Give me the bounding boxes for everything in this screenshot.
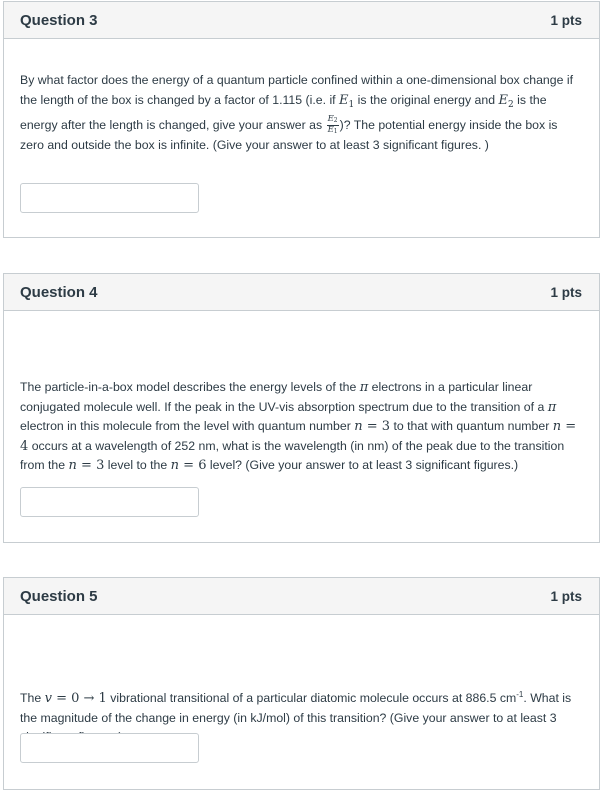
question-title: Question 3 bbox=[20, 11, 98, 29]
question-card-5 bbox=[3, 577, 600, 790]
answer-input[interactable] bbox=[20, 183, 199, 213]
question-title: Question 4 bbox=[20, 283, 98, 301]
question-points: 1 pts bbox=[550, 284, 582, 300]
question-card-4 bbox=[3, 273, 600, 543]
question-text: By what factor does the energy of a quantum particle confined within a one-dimensional box change if the length of the box is changed by a factor of 1.115 (i.e. if $E_1$ is the original energy and $E_2$ is the energy after the length is changed, give your answer as $\frac{E_2}{E_1}$ )? The potential energy inside the box is zero and outside the box is infinite. (Give your answer to at least 3 significant figures. ) bbox=[20, 73, 574, 152]
question-card-3 bbox=[3, 1, 600, 238]
question-title: Question 5 bbox=[20, 587, 98, 605]
question-header bbox=[4, 274, 599, 311]
answer-input[interactable] bbox=[20, 487, 199, 517]
question-text: The particle-in-a-box model describes the energy levels of the π electrons in a particular linear conjugated molecule well. If the peak in the UV-vis absorption spectrum due to the transition of a π electron in this molecule from the level with quantum number n = 3 to that with quantum number n = 4 occurs at a wavelength of 252 nm, what is the wavelength (in nm) of the peak due to the transition from the n = 3 level to the n = 6 level? (Give your answer to at least 3 significant figures.) bbox=[20, 380, 577, 473]
question-points: 1 pts bbox=[550, 588, 582, 604]
question-header bbox=[4, 578, 599, 615]
answer-input[interactable] bbox=[20, 733, 199, 763]
question-header bbox=[4, 2, 599, 39]
question-text: The v = 0 → 1 vibrational transitional of a particular diatomic molecule occurs at 886.5 $cm^{-1}$. What is the magnitude of the change in energy (in kJ/mol) of this transition? (Give your answer to at least 3 bbox=[20, 690, 572, 725]
question-points: 1 pts bbox=[550, 12, 582, 28]
fraction-e2-over-e1: $\frac{E_2}{E_1}$ bbox=[327, 114, 338, 135]
